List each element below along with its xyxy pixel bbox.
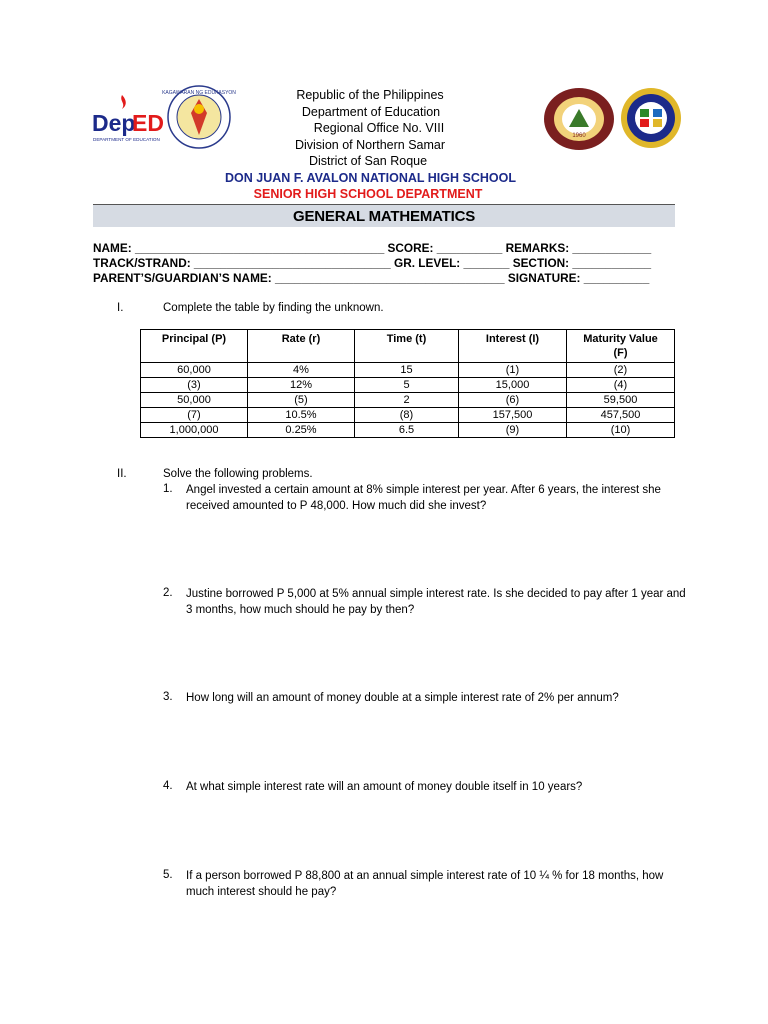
problem-2-number: 2.: [163, 587, 173, 599]
guardian-signature-fields: PARENT’S/GUARDIAN’S NAME: ___________________________________ SIGNATURE: __________: [93, 271, 650, 285]
problem-3-number: 3.: [163, 691, 173, 703]
part-1-numeral: I.: [117, 302, 124, 314]
table-cell: (2): [567, 363, 675, 378]
header-line-department: Department of Education: [301, 104, 441, 119]
table-cell: (1): [459, 363, 567, 378]
name-score-remarks-fields: NAME: ______________________________________ SCORE: __________ REMARKS: ____________: [93, 241, 652, 255]
header-interest: Interest (I): [459, 330, 567, 363]
department-name: SENIOR HIGH SCHOOL DEPARTMENT: [253, 187, 483, 201]
table-cell: 1,000,000: [141, 423, 248, 438]
table-cell: 6.5: [355, 423, 459, 438]
table-cell: 15: [355, 363, 459, 378]
svg-text:KAGAWARAN NG EDUKASYON: KAGAWARAN NG EDUKASYON: [162, 90, 236, 96]
table-cell: 10.5%: [248, 408, 355, 423]
page-title: GENERAL MATHEMATICS: [93, 204, 675, 227]
table-cell: 157,500: [459, 408, 567, 423]
table-cell: 15,000: [459, 378, 567, 393]
part-1-instruction: Complete the table by finding the unknown.: [163, 302, 384, 314]
part-2-numeral: II.: [117, 468, 127, 480]
problem-5-number: 5.: [163, 869, 173, 881]
header-rate: Rate (r): [248, 330, 355, 363]
track-level-section-fields: TRACK/STRAND: ______________________________ GR. LEVEL: _______ SECTION: ____________: [93, 256, 652, 270]
table-row: [141, 408, 675, 423]
table-cell: 59,500: [567, 393, 675, 408]
header-line-republic: Republic of the Philippines: [296, 88, 444, 102]
table-cell: (10): [567, 423, 675, 438]
header-principal: Principal (P): [141, 330, 248, 363]
problem-1-text: Angel invested a certain amount at 8% simple interest per year. After 6 years, the interest she received amounted to P 48,000. How much did she invest?: [186, 484, 661, 512]
header-line-region: Regional Office No. VIII: [313, 121, 445, 135]
header-maturity-value: Maturity Value (F): [567, 330, 675, 363]
table-row: [141, 393, 675, 408]
part-2-instruction: Solve the following problems.: [163, 468, 313, 480]
table-row: [141, 378, 675, 393]
problem-3-text: How long will an amount of money double at a simple interest rate of 2% per annum?: [186, 692, 619, 704]
svg-text:Dep: Dep: [92, 110, 136, 136]
school-name: DON JUAN F. AVALON NATIONAL HIGH SCHOOL: [225, 170, 516, 185]
table-cell: 2: [355, 393, 459, 408]
table-cell: (8): [355, 408, 459, 423]
header-line-district: District of San Roque: [308, 154, 428, 168]
problem-1-number: 1.: [163, 483, 173, 495]
table-cell: (6): [459, 393, 567, 408]
svg-text:DEPARTMENT OF EDUCATION: DEPARTMENT OF EDUCATION: [93, 137, 160, 142]
table-cell: 4%: [248, 363, 355, 378]
table-cell: (7): [141, 408, 248, 423]
header-block: [0, 87, 768, 203]
table-row: [141, 423, 675, 438]
table-cell: 60,000: [141, 363, 248, 378]
svg-text:ED: ED: [132, 110, 164, 136]
table-cell: 12%: [248, 378, 355, 393]
table-cell: 0.25%: [248, 423, 355, 438]
problem-4-number: 4.: [163, 780, 173, 792]
interest-table: [140, 329, 675, 438]
problem-5-text: If a person borrowed P 88,800 at an annual simple interest rate of 10 ¼ % for 18 months, how much interest should he pay?: [186, 870, 664, 898]
problem-2-text: Justine borrowed P 5,000 at 5% annual simple interest rate. Is she decided to pay after 1 year and 3 months, how much should he pay by then?: [186, 588, 686, 616]
table-cell: (9): [459, 423, 567, 438]
table-cell: 457,500: [567, 408, 675, 423]
table-cell: (5): [248, 393, 355, 408]
table-row: [141, 363, 675, 378]
problem-4-text: At what simple interest rate will an amount of money double itself in 10 years?: [186, 781, 583, 793]
table-cell: 50,000: [141, 393, 248, 408]
header-time: Time (t): [355, 330, 459, 363]
svg-text:1960: 1960: [572, 133, 586, 139]
table-cell: 5: [355, 378, 459, 393]
table-cell: (3): [141, 378, 248, 393]
table-header-row: [141, 330, 675, 363]
table-cell: (4): [567, 378, 675, 393]
header-line-division: Division of Northern Samar: [294, 137, 446, 152]
